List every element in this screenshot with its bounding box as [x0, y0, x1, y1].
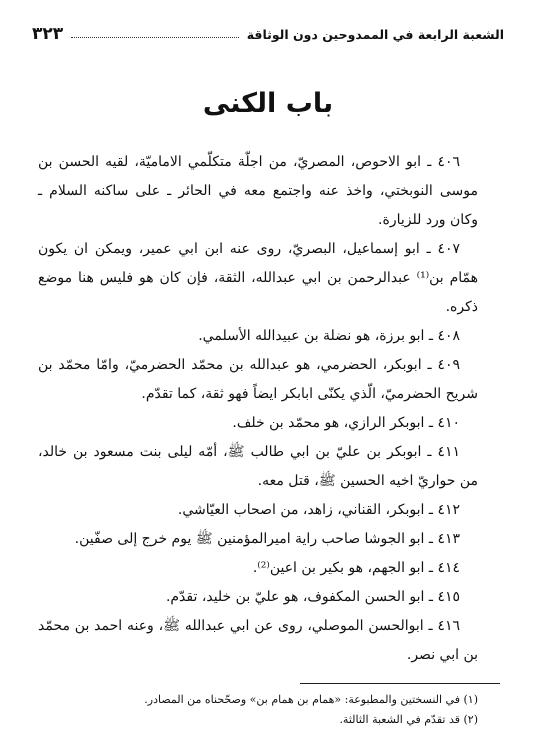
entry-406: ٤٠٦ ـ ابو الاحوص، المصريّ، من اجلّة متكلّمي الاماميّة، لقيه الحسن بن موسى النوبختي، واخذ عنه واجتمع معه في الحائر ـ على ساكنه السلام ـ وكان ورد للزيارة.	[38, 154, 478, 228]
entry-409: ٤٠٩ ـ ابوبكر، الحضرمي، هو عبدالله بن محمّد الحضرميّ، وامّا محمّد بن شريح الحضرميّ، الّذي يكنّى ابابكر ايضاً فهو ثقة، كما تقدّم.	[38, 357, 478, 402]
entry-415: ٤١٥ ـ ابو الحسن المكفوف، هو عليّ بن خليد، تقدّم.	[165, 589, 460, 605]
entries-list	[38, 148, 478, 670]
page-number: ٣٢٣	[32, 24, 64, 44]
entry-414: ٤١٤ ـ ابو الجهم، هو بكير بن اعين⁽²⁾.	[252, 560, 460, 576]
running-header	[32, 22, 504, 46]
entry-413: ٤١٣ ـ ابو الجوشا صاحب راية اميرالمؤمنين ﷺ يوم خرج إلى صفّين.	[74, 531, 460, 547]
chapter-title: باب الكنى	[202, 88, 334, 119]
running-title: الشعبة الرابعة في الممدوحين دون الوثاقة	[246, 26, 504, 42]
footnote-2: (٢) قد تقدّم في الشعبة الثالثة.	[339, 713, 478, 726]
footnote-1: (١) في النسختين والمطبوعة: «همام بن همام بن» وصحّحناه من المصادر.	[144, 693, 478, 706]
dotted-leader	[71, 37, 239, 38]
entry-410: ٤١٠ ـ ابوبكر الرازي، هو محمّد بن خلف.	[232, 415, 460, 431]
entry-407: ٤٠٧ ـ ابو إسماعيل، البصريّ، روى عنه ابن ابي عمير، ويمكن ان يكون همّام بن⁽¹⁾ عبدالرحمن بن ابي عبدالله، الثقة، فإن كان هو فليس هنا موضع ذكره.	[38, 241, 478, 315]
entry-412: ٤١٢ ـ ابوبكر، القناني، زاهد، من اصحاب العيّاشي.	[177, 502, 460, 518]
footnote-divider	[300, 683, 500, 684]
entry-408: ٤٠٨ ـ ابو برزة، هو نضلة بن عبيدالله الأسلمي.	[198, 328, 460, 344]
entry-416: ٤١٦ ـ ابوالحسن الموصلي، روى عن ابي عبدالله ﷺ، وعنه احمد بن محمّد بن ابي نصر.	[38, 618, 478, 663]
entry-411: ٤١١ ـ ابوبكر بن عليّ بن ابي طالب ﷺ، أمّه ليلى بنت مسعود بن خالد، من حواريّ اخيه الحسين ﷺ، قتل معه.	[38, 444, 478, 489]
footnotes	[38, 690, 478, 730]
